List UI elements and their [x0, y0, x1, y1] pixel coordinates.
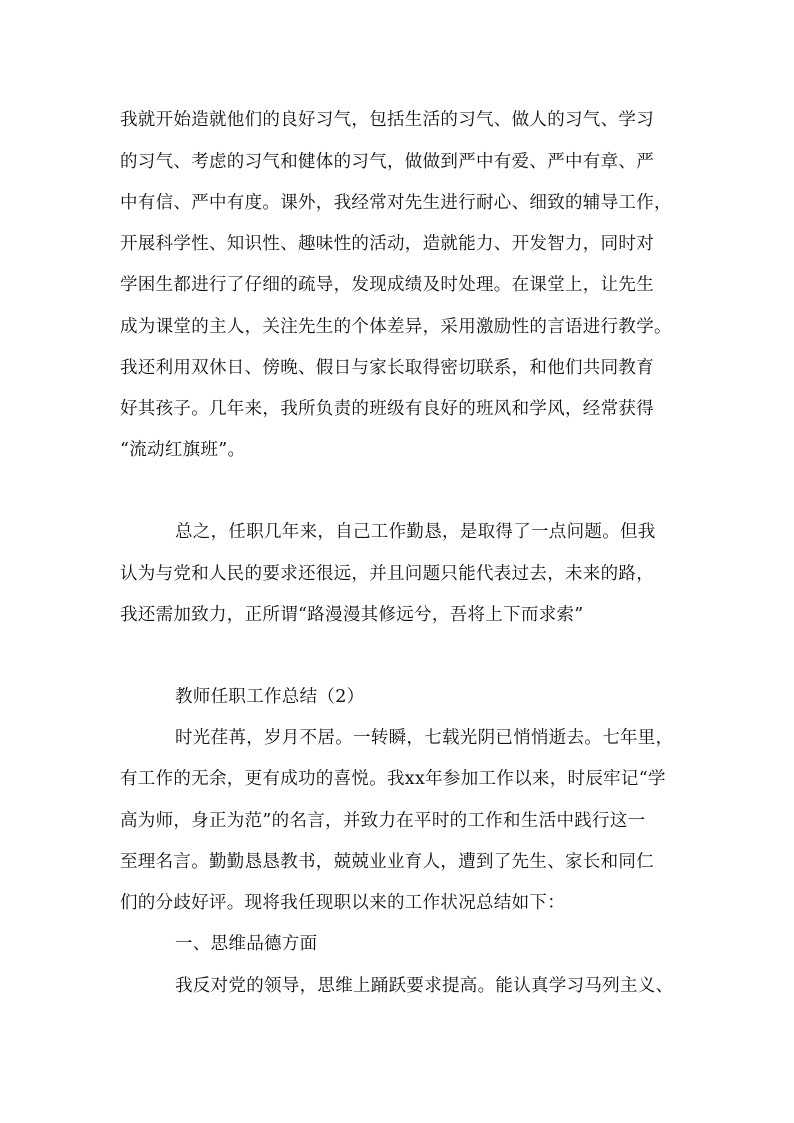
section-title: 教师任职工作总结（2）: [175, 687, 365, 707]
paragraph-line: 我反对党的领导，思维上踊跃要求提高。能认真学习马列主义、: [175, 976, 674, 996]
paragraph-line: 总之，任职几年来，自己工作勤恳，是取得了一点问题。但我: [175, 522, 656, 542]
paragraph-line: 时光荏苒，岁月不居。一转瞬，七载光阴已悄悄逝去。七年里，: [175, 728, 674, 748]
paragraph-line: 有工作的无余，更有成功的喜悦。我xx年参加工作以来，时辰牢记“学: [120, 769, 666, 789]
paragraph-line: 我就开始造就他们的良好习气，包括生活的习气、做人的习气、学习: [120, 110, 654, 130]
paragraph-line: 开展科学性、知识性、趣味性的活动，造就能力、开发智力，同时对: [120, 234, 654, 254]
paragraph-line: 们的分歧好评。现将我任现职以来的工作状况总结如下：: [120, 893, 565, 913]
subheading: 一、思维品德方面: [175, 934, 318, 954]
paragraph-line: 高为师，身正为范”的名言，并致力在平时的工作和生活中践行这一: [120, 811, 646, 831]
paragraph-line: 认为与党和人民的要求还很远，并且问题只能代表过去，未来的路，: [120, 564, 654, 584]
paragraph-line: 至理名言。勤勤恳恳教书，兢兢业业育人，遭到了先生、家长和同仁: [120, 852, 654, 872]
paragraph-line: 我还利用双休日、傍晚、假日与家长取得密切联系，和他们共同教育: [120, 358, 654, 378]
paragraph-line: 学困生都进行了仔细的疏导，发现成绩及时处理。在课堂上，让先生: [120, 275, 654, 295]
paragraph-line: 中有信、严中有度。课外，我经常对先生进行耐心、细致的辅导工作，: [120, 193, 672, 213]
paragraph-line: 好其孩子。几年来，我所负责的班级有良好的班风和学风，经常获得: [120, 399, 654, 419]
paragraph-line: 成为课堂的主人，关注先生的个体差异，采用激励性的言语进行教学。: [120, 317, 672, 337]
paragraph-line: 我还需加致力，正所谓“路漫漫其修远兮，吾将上下而求索”: [120, 605, 584, 625]
paragraph-line: 的习气、考虑的习气和健体的习气，做做到严中有爱、严中有章、严: [120, 152, 654, 172]
paragraph-line: “流动红旗班”。: [120, 440, 246, 460]
